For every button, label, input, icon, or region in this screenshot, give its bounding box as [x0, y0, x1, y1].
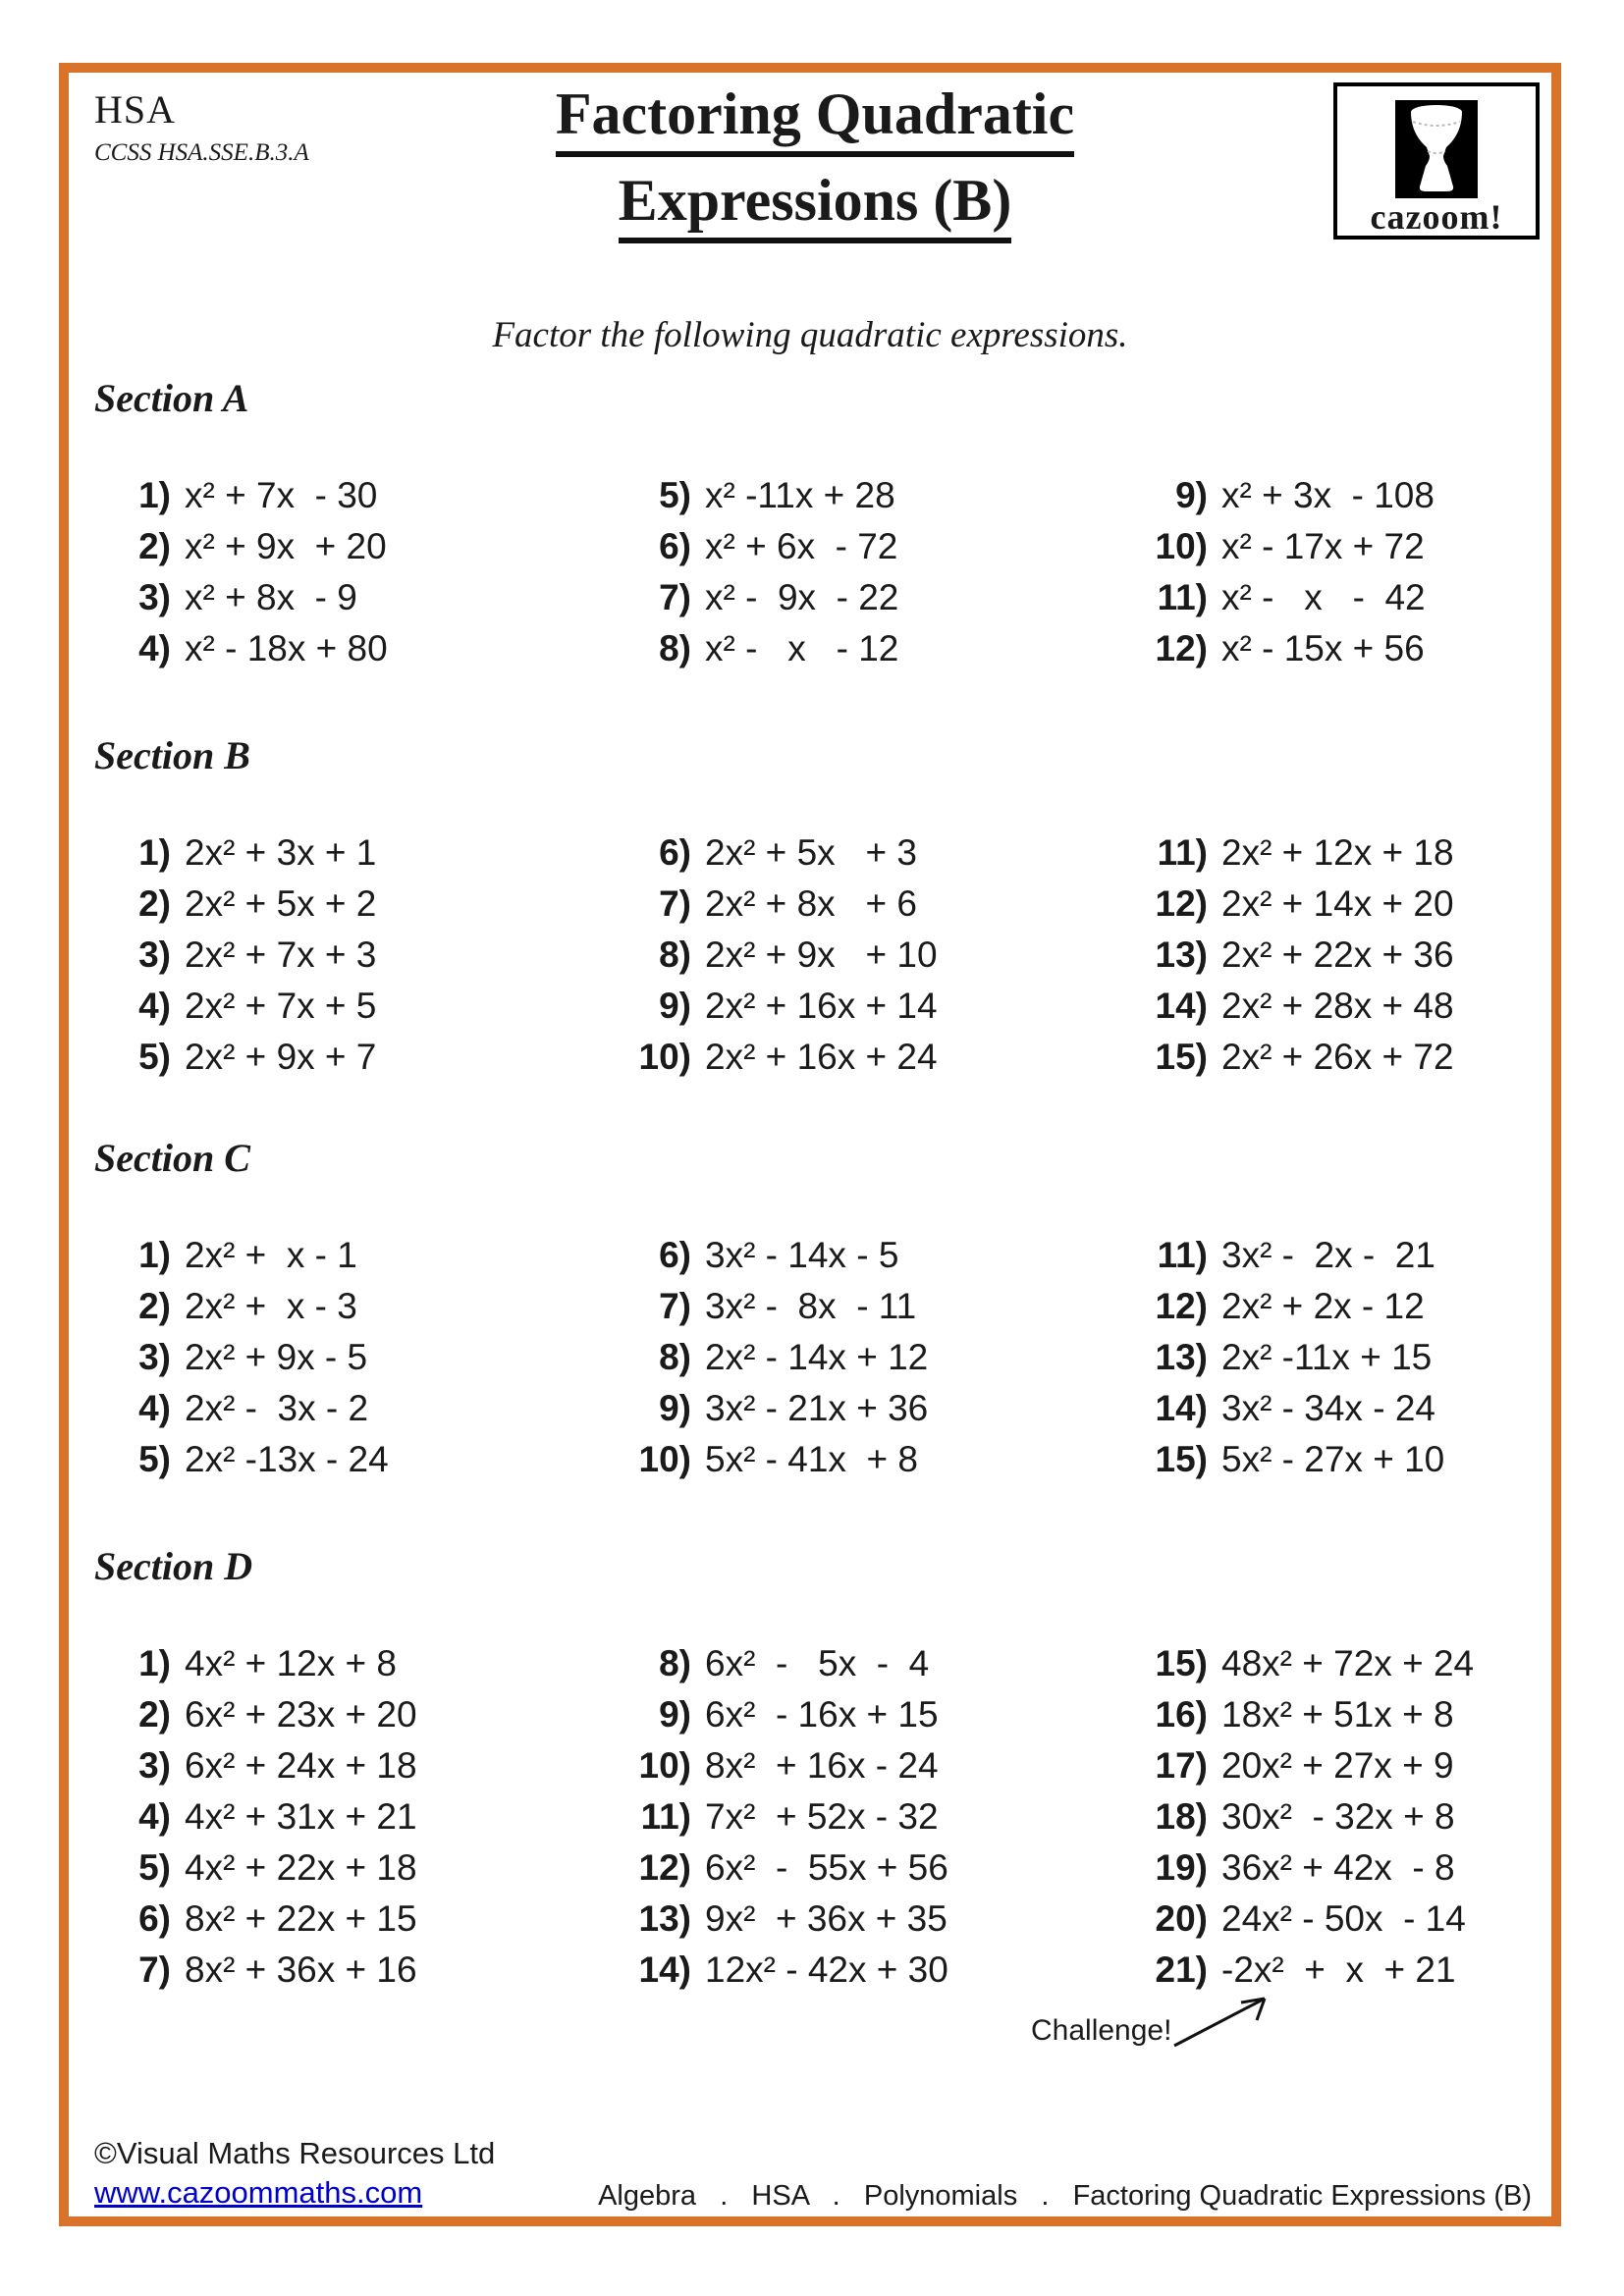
problem-number: 7)	[659, 577, 691, 617]
problem-number: 7)	[659, 1286, 691, 1326]
challenge-arrow-icon	[1166, 1985, 1284, 2054]
problem-expression: x² - 9x - 22	[705, 577, 899, 617]
problem-row	[108, 1949, 619, 2001]
problem-row	[1145, 1037, 1624, 1088]
problem-expression: 6x² - 5x - 4	[705, 1643, 930, 1683]
problem-row	[628, 1388, 1139, 1439]
problem-expression: 2x² + 9x - 5	[185, 1337, 368, 1377]
copyright-text: ©Visual Maths Resources Ltd	[94, 2136, 496, 2170]
problem-expression: 2x² + 14x + 20	[1221, 883, 1454, 924]
problem-number: 10)	[1155, 526, 1208, 566]
page-title-line1: Factoring Quadratic	[556, 84, 1074, 157]
problem-number: 13)	[1155, 1337, 1208, 1377]
problem-row	[108, 1388, 619, 1439]
problem-number: 13)	[638, 1898, 691, 1939]
section-c-heading: Section C	[94, 1136, 250, 1180]
problem-row	[628, 1694, 1139, 1745]
problem-number: 1)	[138, 1643, 171, 1683]
problem-number: 9)	[659, 986, 691, 1026]
problem-expression: 2x² + 9x + 10	[705, 934, 938, 975]
problem-number: 15)	[1155, 1439, 1208, 1479]
problem-expression: 2x² -13x - 24	[185, 1439, 389, 1479]
problem-expression: 30x² - 32x + 8	[1221, 1796, 1455, 1837]
problem-row	[108, 1847, 619, 1898]
problem-number: 12)	[1155, 1286, 1208, 1326]
problem-expression: 5x² - 27x + 10	[1221, 1439, 1445, 1479]
problem-number: 4)	[138, 1388, 171, 1428]
problem-expression: 2x² - 3x - 2	[185, 1388, 369, 1428]
problem-row	[628, 1949, 1139, 2001]
problem-number: 12)	[1155, 883, 1208, 924]
problem-row	[1145, 475, 1624, 526]
page-title-line2: Expressions (B)	[619, 171, 1012, 243]
problem-row	[1145, 1643, 1624, 1694]
problem-number: 3)	[138, 934, 171, 975]
problem-expression: x² + 7x - 30	[185, 475, 378, 515]
problem-row	[108, 832, 619, 883]
problem-number: 8)	[659, 934, 691, 975]
problem-expression: 4x² + 31x + 21	[185, 1796, 417, 1837]
problem-row	[108, 628, 619, 679]
section-c-column-1	[108, 1235, 619, 1490]
problem-number: 7)	[138, 1949, 171, 1990]
problem-expression: 4x² + 12x + 8	[185, 1643, 397, 1683]
problem-row	[628, 832, 1139, 883]
problem-number: 8)	[659, 1643, 691, 1683]
problem-expression: x² -11x + 28	[705, 475, 895, 515]
problem-number: 9)	[1175, 475, 1208, 515]
problem-number: 6)	[659, 526, 691, 566]
problem-row	[108, 1898, 619, 1949]
section-b-column-1	[108, 832, 619, 1088]
problem-number: 4)	[138, 986, 171, 1026]
problem-expression: 7x² + 52x - 32	[705, 1796, 939, 1837]
problem-expression: 36x² + 42x - 8	[1221, 1847, 1455, 1888]
problem-expression: 8x² + 16x - 24	[705, 1745, 939, 1786]
problem-expression: 2x² + x - 1	[185, 1235, 357, 1275]
problem-number: 6)	[659, 832, 691, 873]
page-title	[393, 81, 1237, 257]
problem-number: 2)	[138, 883, 171, 924]
problem-row	[628, 1643, 1139, 1694]
section-d-column-2	[628, 1643, 1139, 2001]
problem-expression: 6x² - 55x + 56	[705, 1847, 948, 1888]
problem-expression: 3x² - 14x - 5	[705, 1235, 899, 1275]
problem-expression: 2x² + x - 3	[185, 1286, 357, 1326]
problem-row	[108, 1643, 619, 1694]
problem-expression: 6x² + 24x + 18	[185, 1745, 417, 1786]
problem-row	[108, 1745, 619, 1796]
problem-expression: 8x² + 36x + 16	[185, 1949, 417, 1990]
problem-expression: 2x² + 26x + 72	[1221, 1037, 1454, 1077]
problem-number: 5)	[138, 1847, 171, 1888]
problem-number: 7)	[659, 883, 691, 924]
problem-number: 2)	[138, 1694, 171, 1735]
problem-number: 8)	[659, 628, 691, 668]
problem-row	[108, 1337, 619, 1388]
problem-row	[1145, 628, 1624, 679]
website-link[interactable]: www.cazoommaths.com	[94, 2175, 423, 2210]
problem-row	[628, 1037, 1139, 1088]
breadcrumb: Algebra . HSA . Polynomials . Factoring Quadratic Expressions (B)	[598, 2180, 1532, 2212]
problem-expression: 2x² + 16x + 14	[705, 986, 938, 1026]
problem-row	[1145, 1388, 1624, 1439]
problem-number: 11)	[640, 1796, 691, 1837]
problem-expression: 24x² - 50x - 14	[1221, 1898, 1466, 1939]
problem-row	[108, 934, 619, 986]
standard-label: CCSS HSA.SSE.B.3.A	[94, 139, 309, 166]
section-b-column-2	[628, 832, 1139, 1088]
problem-number: 11)	[1157, 577, 1208, 617]
problem-number: 12)	[638, 1847, 691, 1888]
problem-expression: 4x² + 22x + 18	[185, 1847, 417, 1888]
problem-row	[108, 1796, 619, 1847]
problem-expression: 18x² + 51x + 8	[1221, 1694, 1454, 1735]
problem-row	[628, 1286, 1139, 1337]
problem-expression: 2x² + 22x + 36	[1221, 934, 1454, 975]
problem-number: 10)	[638, 1037, 691, 1077]
problem-number: 6)	[659, 1235, 691, 1275]
problem-expression: 2x² + 16x + 24	[705, 1037, 938, 1077]
problem-expression: 2x² + 7x + 3	[185, 934, 377, 975]
problem-row	[628, 1745, 1139, 1796]
section-d-heading: Section D	[94, 1544, 253, 1588]
problem-expression: 2x² + 8x + 6	[705, 883, 917, 924]
problem-number: 14)	[1155, 986, 1208, 1026]
problem-number: 17)	[1155, 1745, 1208, 1786]
problem-expression: 2x² + 7x + 5	[185, 986, 377, 1026]
problem-number: 4)	[138, 628, 171, 668]
problem-row	[1145, 934, 1624, 986]
problem-number: 15)	[1155, 1037, 1208, 1077]
problem-expression: x² - 18x + 80	[185, 628, 388, 668]
problem-row	[628, 1898, 1139, 1949]
cazoom-logo	[1333, 82, 1540, 240]
problem-row	[1145, 526, 1624, 577]
problem-row	[1145, 1439, 1624, 1490]
problem-number: 18)	[1155, 1796, 1208, 1837]
problem-row	[628, 934, 1139, 986]
problem-expression: 2x² + 9x + 7	[185, 1037, 377, 1077]
problem-row	[1145, 1235, 1624, 1286]
problem-row	[628, 1796, 1139, 1847]
problem-number: 11)	[1157, 832, 1208, 873]
course-code-label: HSA	[94, 87, 177, 132]
problem-expression: 6x² - 16x + 15	[705, 1694, 939, 1735]
problem-row	[1145, 1796, 1624, 1847]
problem-row	[628, 1847, 1139, 1898]
drum-icon	[1395, 100, 1478, 198]
logo-wordmark: cazoom!	[1370, 197, 1503, 237]
problem-row	[108, 1286, 619, 1337]
section-d-column-1	[108, 1643, 619, 2001]
problem-number: 1)	[138, 1235, 171, 1275]
problem-number: 21)	[1155, 1949, 1208, 1990]
problem-number: 10)	[638, 1745, 691, 1786]
problem-number: 5)	[138, 1439, 171, 1479]
problem-row	[108, 577, 619, 628]
problem-expression: 9x² + 36x + 35	[705, 1898, 947, 1939]
problem-row	[628, 526, 1139, 577]
problem-row	[1145, 832, 1624, 883]
problem-expression: 2x² + 2x - 12	[1221, 1286, 1425, 1326]
section-b-heading: Section B	[94, 733, 250, 777]
problem-expression: x² - x - 12	[705, 628, 899, 668]
problem-row	[1145, 577, 1624, 628]
section-c-column-3	[1145, 1235, 1624, 1490]
problem-row	[1145, 1745, 1624, 1796]
problem-number: 19)	[1155, 1847, 1208, 1888]
problem-number: 1)	[138, 832, 171, 873]
problem-row	[628, 1439, 1139, 1490]
problem-expression: x² - 17x + 72	[1221, 526, 1425, 566]
problem-expression: 8x² + 22x + 15	[185, 1898, 417, 1939]
problem-expression: 2x² + 3x + 1	[185, 832, 377, 873]
problem-number: 16)	[1155, 1694, 1208, 1735]
problem-expression: 3x² - 8x - 11	[705, 1286, 917, 1326]
problem-row	[1145, 1286, 1624, 1337]
problem-number: 3)	[138, 1745, 171, 1786]
problem-row	[628, 986, 1139, 1037]
problem-number: 13)	[1155, 934, 1208, 975]
problem-row	[1145, 986, 1624, 1037]
problem-row	[628, 628, 1139, 679]
problem-expression: 3x² - 21x + 36	[705, 1388, 929, 1428]
problem-number: 5)	[659, 475, 691, 515]
section-a-column-2	[628, 475, 1139, 679]
problem-expression: 5x² - 41x + 8	[705, 1439, 918, 1479]
problem-expression: x² - x - 42	[1221, 577, 1426, 617]
problem-expression: x² + 6x - 72	[705, 526, 898, 566]
problem-number: 4)	[138, 1796, 171, 1837]
problem-row	[108, 986, 619, 1037]
problem-expression: 2x² + 5x + 3	[705, 832, 917, 873]
problem-expression: 2x² + 28x + 48	[1221, 986, 1454, 1026]
problem-number: 9)	[659, 1388, 691, 1428]
problem-number: 2)	[138, 1286, 171, 1326]
problem-row	[108, 1694, 619, 1745]
problem-number: 3)	[138, 1337, 171, 1377]
problem-row	[628, 475, 1139, 526]
problem-row	[1145, 1847, 1624, 1898]
problem-number: 5)	[138, 1037, 171, 1077]
problem-number: 11)	[1157, 1235, 1208, 1275]
problem-number: 15)	[1155, 1643, 1208, 1683]
problem-row	[1145, 1337, 1624, 1388]
problem-row	[1145, 1898, 1624, 1949]
problem-number: 14)	[1155, 1388, 1208, 1428]
problem-row	[108, 526, 619, 577]
problem-number: 6)	[138, 1898, 171, 1939]
section-b-column-3	[1145, 832, 1624, 1088]
problem-row	[628, 577, 1139, 628]
section-a-column-1	[108, 475, 619, 679]
problem-expression: x² - 15x + 56	[1221, 628, 1425, 668]
section-a-heading: Section A	[94, 376, 249, 420]
section-c-column-2	[628, 1235, 1139, 1490]
problem-expression: -2x² + x + 21	[1221, 1949, 1456, 1990]
problem-expression: 48x² + 72x + 24	[1221, 1643, 1475, 1683]
problem-expression: 3x² - 34x - 24	[1221, 1388, 1435, 1428]
problem-row	[108, 475, 619, 526]
problem-expression: x² + 9x + 20	[185, 526, 387, 566]
problem-expression: 3x² - 2x - 21	[1221, 1235, 1435, 1275]
problem-row	[108, 1037, 619, 1088]
problem-expression: x² + 8x - 9	[185, 577, 357, 617]
section-a-column-3	[1145, 475, 1624, 679]
problem-expression: 2x² - 14x + 12	[705, 1337, 929, 1377]
problem-row	[108, 883, 619, 934]
problem-expression: 12x² - 42x + 30	[705, 1949, 948, 1990]
problem-number: 10)	[638, 1439, 691, 1479]
problem-number: 12)	[1155, 628, 1208, 668]
problem-number: 3)	[138, 577, 171, 617]
problem-expression: 20x² + 27x + 9	[1221, 1745, 1454, 1786]
problem-number: 14)	[638, 1949, 691, 1990]
problem-expression: 2x² + 5x + 2	[185, 883, 377, 924]
problem-row	[628, 883, 1139, 934]
problem-row	[1145, 883, 1624, 934]
problem-row	[1145, 1694, 1624, 1745]
problem-number: 20)	[1155, 1898, 1208, 1939]
problem-expression: x² + 3x - 108	[1221, 475, 1435, 515]
problem-number: 1)	[138, 475, 171, 515]
challenge-label: Challenge!	[1031, 2014, 1172, 2047]
section-d-column-3	[1145, 1643, 1624, 2001]
problem-row	[628, 1337, 1139, 1388]
problem-number: 9)	[659, 1694, 691, 1735]
problem-expression: 2x² + 12x + 18	[1221, 832, 1454, 873]
problem-row	[108, 1235, 619, 1286]
problem-row	[628, 1235, 1139, 1286]
problem-row	[108, 1439, 619, 1490]
problem-number: 2)	[138, 526, 171, 566]
instruction-text: Factor the following quadratic expressions.	[492, 315, 1128, 355]
problem-expression: 6x² + 23x + 20	[185, 1694, 417, 1735]
problem-number: 8)	[659, 1337, 691, 1377]
problem-expression: 2x² -11x + 15	[1221, 1337, 1433, 1377]
